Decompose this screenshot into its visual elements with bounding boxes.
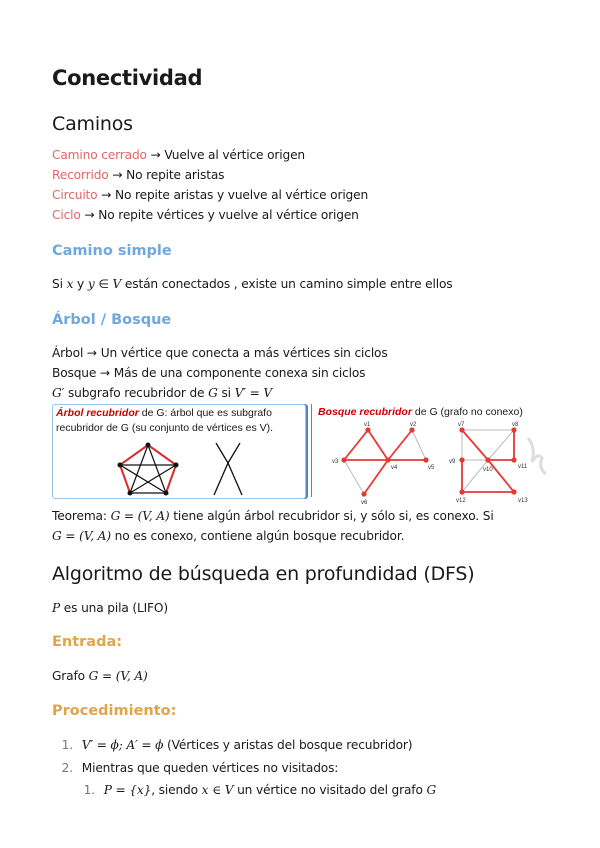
vertex-label: v8 <box>512 422 519 428</box>
text: Bosque <box>52 366 97 380</box>
vertex-label: v6 <box>361 500 368 506</box>
math: P <box>52 601 61 615</box>
arbol-line <box>52 346 388 360</box>
text: subgrafo recubridor de <box>67 386 205 400</box>
vertex-label: v5 <box>428 465 435 471</box>
math: G <box>426 783 437 797</box>
text: si <box>221 386 231 400</box>
arrow-icon: → <box>86 346 97 360</box>
term: Recorrido <box>52 168 109 182</box>
vertex-label: v9 <box>449 459 456 465</box>
text: tiene algún árbol recubridor si, y sólo si, es conexo. Si <box>173 509 494 523</box>
list-item <box>57 738 412 752</box>
camino-simple-text <box>52 277 453 291</box>
figure-arbol-recubridor <box>52 404 306 499</box>
figure-bosque-recubridor <box>311 404 552 506</box>
math: P = {x} <box>103 783 152 797</box>
subgrafo-line <box>52 386 272 400</box>
vertex-label: v4 <box>391 465 398 471</box>
entrada-line <box>52 669 148 683</box>
text: no es conexo, contiene algún bosque recubridor. <box>114 529 405 543</box>
text: es una pila (LIFO) <box>63 601 168 615</box>
arrow-icon: → <box>101 188 112 202</box>
section-heading-dfs: Algoritmo de búsqueda en profundidad (DFS) <box>52 563 475 585</box>
vertex-label: v11 <box>518 464 528 470</box>
math: G′ <box>52 386 65 400</box>
text: y <box>77 277 85 291</box>
teorema-line-1 <box>52 509 494 523</box>
text: , siendo <box>151 783 198 797</box>
math: G = (V, A) <box>52 529 111 543</box>
math: ∈ <box>98 277 109 291</box>
vertex-label: v2 <box>410 422 417 428</box>
figure-caption <box>56 406 272 421</box>
text: un vértice no visitado del grafo <box>237 783 423 797</box>
term: Camino cerrado <box>52 148 147 162</box>
entrada-heading: Entrada: <box>52 634 123 650</box>
text: Árbol <box>52 346 84 360</box>
text: Más de una componente conexa sin ciclos <box>113 366 366 380</box>
math: G <box>208 386 218 400</box>
figure-title: Árbol recubridor <box>56 407 139 419</box>
math: G = (V, A) <box>88 669 148 683</box>
math: y <box>87 277 95 291</box>
vertex-label: v3 <box>332 459 339 465</box>
page-title: Conectividad <box>52 66 203 90</box>
procedimiento-heading: Procedimiento: <box>52 703 177 719</box>
text: Teorema: <box>52 509 107 523</box>
list-number: 1. <box>83 783 95 797</box>
figure-title: Bosque recubridor <box>318 406 412 418</box>
math: x ∈ V <box>201 783 234 797</box>
bosque-line <box>52 366 365 380</box>
text: Si <box>52 277 63 291</box>
math: V′ = V <box>234 386 273 400</box>
list-item <box>52 188 368 202</box>
definition: No repite aristas y vuelve al vértice origen <box>115 188 369 202</box>
section-heading-caminos: Caminos <box>52 113 133 135</box>
math: G = (V, A) <box>110 509 170 523</box>
tree-graph-diagram <box>108 441 298 497</box>
term: Ciclo <box>52 208 81 222</box>
term: Circuito <box>52 188 98 202</box>
section-heading-camino-simple: Camino simple <box>52 243 172 259</box>
text: Mientras que queden vértices no visitados: <box>81 761 339 775</box>
definition: No repite aristas <box>126 168 225 182</box>
list-item <box>52 208 359 222</box>
text: Un vértice que conecta a más vértices sin ciclos <box>100 346 388 360</box>
math: V <box>112 277 122 291</box>
arrow-icon: → <box>84 208 95 222</box>
text: (Vértices y aristas del bosque recubridor) <box>167 738 413 752</box>
teorema-line-2 <box>52 529 404 543</box>
definition: Vuelve al vértice origen <box>164 148 305 162</box>
arrow-icon: → <box>150 148 161 162</box>
text: Grafo <box>52 669 85 683</box>
figure-text: de G (grafo no conexo) <box>414 406 523 418</box>
vertex-label: v7 <box>458 422 465 428</box>
math: x <box>66 277 74 291</box>
vertex-label: v13 <box>518 498 528 504</box>
section-heading-arbol: Árbol / Bosque <box>52 312 172 328</box>
arrow-icon: → <box>99 366 111 380</box>
list-number: 2. <box>61 761 73 775</box>
text: están conectados , existe un camino simple entre ellos <box>124 277 453 291</box>
vertex-label: v10 <box>483 467 493 473</box>
pila-line <box>52 601 168 615</box>
arrow-icon: → <box>112 168 123 182</box>
figure-text: recubridor de G (su conjunto de vértices es V). <box>56 422 274 434</box>
vertex-label: v12 <box>456 498 466 504</box>
forest-graph-diagram <box>328 418 550 506</box>
list-item <box>57 761 338 775</box>
vertex-label: v1 <box>364 422 371 428</box>
list-item <box>52 148 305 162</box>
list-item <box>52 168 224 182</box>
list-number: 1. <box>61 738 73 752</box>
definition: No repite vértices y vuelve al vértice origen <box>98 208 359 222</box>
list-item <box>79 783 436 797</box>
figure-text: de G: árbol que es subgrafo <box>141 407 272 419</box>
math: V′ = ϕ; A′ = ϕ <box>81 738 164 752</box>
